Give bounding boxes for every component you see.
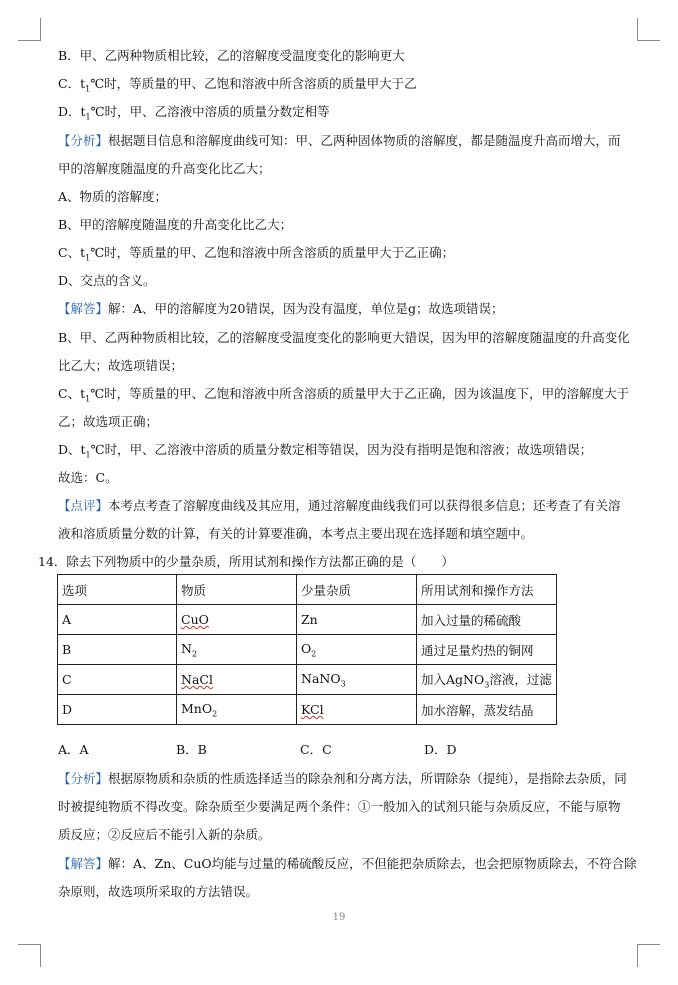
comment-13-line-2: 液和溶质质量分数的计算，有关的计算要准确，本考点主要出现在选择题和填空题中。	[58, 526, 534, 541]
crop-mark-top-right	[637, 18, 660, 41]
option-d: D．$t_1℃$时，甲、乙溶液中溶质的质量分数定相等	[58, 104, 330, 122]
substance-cell: $N_2$	[177, 635, 297, 665]
answer-13-a: 【解答】解：A、甲的溶解度为20错误，因为没有温度，单位是g；故选项错误；	[58, 301, 504, 316]
impurity-cell: $O_2$	[297, 635, 417, 665]
option-cell: B	[58, 635, 177, 665]
option-cell: C	[58, 665, 177, 695]
impurity-cell: NaNO$_3$	[297, 665, 417, 695]
analysis-13-line-1: 【分析】根据题目信息和溶解度曲线可知：甲、乙两种固体物质的溶解度，都是随温度升高而增大，而	[58, 133, 621, 148]
choice-a: A．A	[58, 742, 89, 757]
choice-d: D．D	[424, 742, 457, 757]
analysis-14-line-2: 时被提纯物质不得改变。除杂质至少要满足两个条件：①一般加入的试剂只能与杂质反应，不能与原物	[58, 799, 621, 814]
method-cell: 加水溶解，蒸发结晶	[417, 695, 557, 725]
answer-13-d: D、$t_1℃$时，甲、乙溶液中溶质的质量分数定相等错误，因为没有指明是饱和溶液；故选项错误；	[58, 442, 593, 460]
crop-mark-bottom-left	[18, 944, 41, 967]
table-row	[58, 635, 557, 665]
option-c: C．$t_1℃$时，等质量的甲、乙饱和溶液中所含溶质的质量甲大于乙	[58, 76, 417, 94]
table-row	[58, 695, 557, 725]
analysis-13-b: B、甲的溶解度随温度的升高变化比乙大；	[58, 217, 293, 232]
substance-cell: CuO	[177, 605, 297, 635]
answer-tag: 【解答】	[58, 301, 109, 316]
answer-14-line-1: 【解答】解：A、Zn、CuO均能与过量的稀硫酸反应，不但能把杂质除去，也会把原物质除去，不符合除	[58, 856, 637, 871]
option-cell: D	[58, 695, 177, 725]
choice-b: B．B	[176, 742, 207, 757]
table-row	[58, 665, 557, 695]
crop-mark-top-left	[18, 18, 41, 41]
table-header: 所用试剂和操作方法	[417, 575, 557, 605]
analysis-13-line-2: 甲的溶解度随温度的升高变化比乙大；	[58, 161, 271, 176]
method-cell: 通过足量灼热的铜网	[417, 635, 557, 665]
analysis-tag: 【分析】	[58, 133, 109, 148]
impurity-cell: KCl	[297, 695, 417, 725]
analysis-14-line-3: 质反应；②反应后不能引入新的杂质。	[58, 827, 271, 842]
answer-tag: 【解答】	[58, 856, 109, 871]
analysis-14-line-1: 【分析】根据原物质和杂质的性质选择适当的除杂剂和分离方法，所谓除杂（提纯），是指除去杂质，同	[58, 771, 627, 786]
option-b: B．甲、乙两种物质相比较，乙的溶解度受温度变化的影响更大	[58, 48, 405, 63]
method-cell: 加入AgNO$_3$溶液，过滤	[417, 665, 557, 695]
page-number: 19	[332, 912, 346, 923]
answer-14-line-2: 杂原则，故选项所采取的方法错误。	[58, 884, 259, 899]
analysis-13-c: C、$t_1℃$时，等质量的甲、乙饱和溶液中所含溶质的质量甲大于乙正确；	[58, 245, 455, 263]
substance-cell: NaCl	[177, 665, 297, 695]
impurity-cell: Zn	[297, 605, 417, 635]
table-header-row	[58, 575, 557, 605]
crop-mark-bottom-right	[637, 944, 660, 967]
analysis-13-d: D、交点的含义。	[58, 273, 156, 288]
answer-13-final: 故选：C。	[58, 470, 118, 485]
analysis-tag: 【分析】	[58, 771, 109, 786]
question-14-stem: 14．除去下列物质中的少量杂质，所用试剂和操作方法都正确的是（ ）	[38, 554, 454, 569]
comment-13-line-1: 【点评】本考点考查了溶解度曲线及其应用，通过溶解度曲线我们可以获得很多信息；还考查了有关溶	[58, 498, 621, 513]
question-14-table	[57, 574, 557, 725]
analysis-13-a: A、物质的溶解度；	[58, 189, 168, 204]
answer-13-c-2: 乙；故选项正确；	[58, 414, 159, 429]
table-row	[58, 605, 557, 635]
answer-13-c-1: C、$t_1℃$时，等质量的甲、乙饱和溶液中所含溶质的质量甲大于乙正确，因为该温度下，甲的溶解度大于	[58, 386, 630, 404]
method-cell: 加入过量的稀硫酸	[417, 605, 557, 635]
option-cell: A	[58, 605, 177, 635]
choice-c: C．C	[300, 742, 332, 757]
table-header: 少量杂质	[297, 575, 417, 605]
substance-cell: MnO$_2$	[177, 695, 297, 725]
answer-13-b-2: 比乙大；故选项错误；	[58, 358, 184, 373]
table-header: 物质	[177, 575, 297, 605]
answer-13-b-1: B、甲、乙两种物质相比较，乙的溶解度受温度变化的影响更大错误，因为甲的溶解度随温度的升高变化	[58, 330, 630, 345]
comment-tag: 【点评】	[58, 498, 109, 513]
table-header: 选项	[58, 575, 177, 605]
